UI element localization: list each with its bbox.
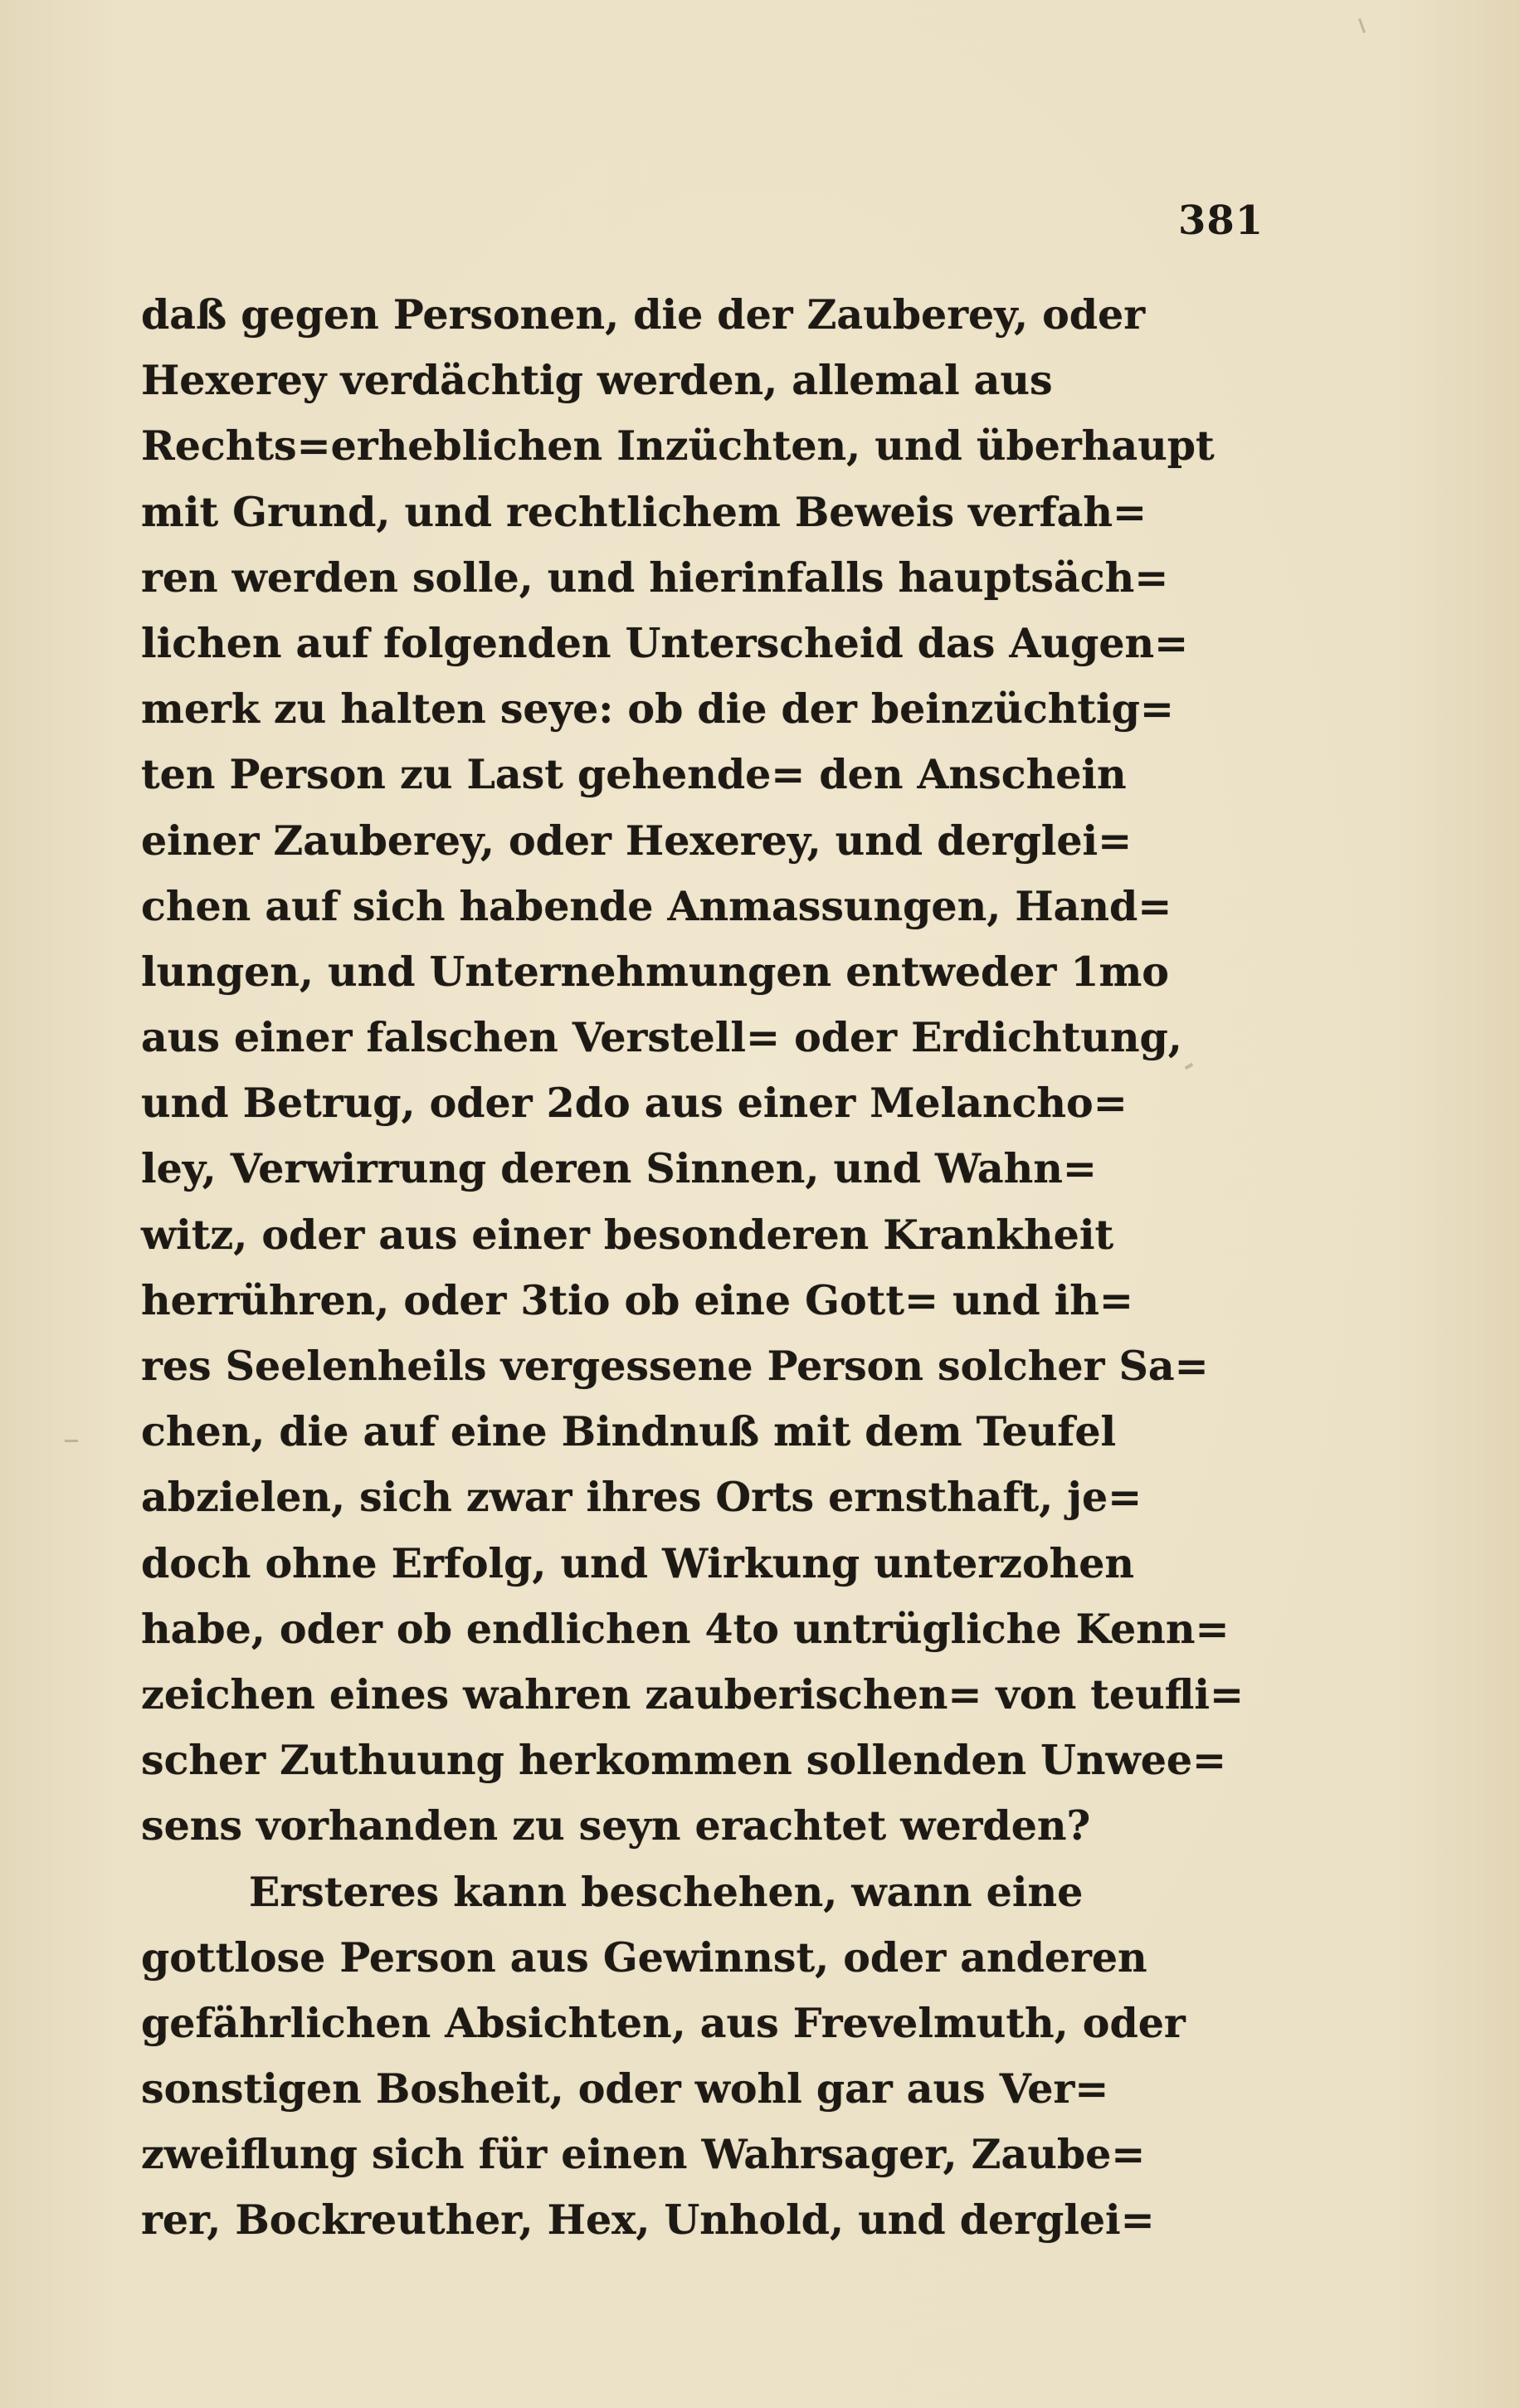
text-line: chen auf sich habende Anmassungen, Hand= — [141, 881, 1172, 930]
text-line: witz, oder aus einer besonderen Krankheit — [141, 1210, 1114, 1259]
text-line: sonstigen Bosheit, oder wohl gar aus Ver= — [141, 2064, 1109, 2113]
text-line: herrühren, oder 3tio ob eine Gott= und ih= — [141, 1275, 1133, 1324]
text-line: aus einer falschen Verstell= oder Erdichtung, — [141, 1013, 1182, 1062]
body-text — [141, 282, 1245, 2254]
text-line: Rechts=erheblichen Inzüchten, und überhaupt — [141, 422, 1215, 470]
paper-speck — [1185, 1063, 1194, 1070]
text-line: ten Person zu Last gehende= den Anschein — [141, 750, 1127, 799]
text-line: abzielen, sich zwar ihres Orts ernsthaft, je= — [141, 1473, 1142, 1522]
text-line: gefährlichen Absichten, aus Frevelmuth, oder — [141, 1998, 1186, 2047]
text-line: merk zu halten seye: ob die der beinzüchtig= — [141, 685, 1174, 734]
text-line: doch ohne Erfolg, und Wirkung unterzohen — [141, 1538, 1135, 1587]
text-line: ren werden solle, und hierinfalls hauptsäch= — [141, 553, 1169, 602]
text-line: res Seelenheils vergessene Person solcher Sa= — [141, 1342, 1209, 1390]
paper-speck — [65, 1440, 78, 1442]
text-line: Hexerey verdächtig werden, allemal aus — [141, 356, 1053, 405]
page-number: 381 — [1178, 197, 1264, 244]
text-line: scher Zuthuung herkommen sollenden Unwee= — [141, 1736, 1227, 1785]
text-line: rer, Bockreuther, Hex, Unhold, und derglei= — [141, 2196, 1155, 2245]
text-line: zweiflung sich für einen Wahrsager, Zaube= — [141, 2130, 1146, 2179]
text-line: mit Grund, und rechtlichem Beweis verfah= — [141, 487, 1147, 536]
text-line: gottlose Person aus Gewinnst, oder anderen — [141, 1933, 1147, 1981]
text-line: lungen, und Unternehmungen entweder 1mo — [141, 947, 1169, 996]
text-line: und Betrug, oder 2do aus einer Melancho= — [141, 1079, 1128, 1128]
text-line: chen, die auf eine Bindnuß mit dem Teufel — [141, 1407, 1117, 1456]
text-line: habe, oder ob endlichen 4to untrügliche Kenn= — [141, 1604, 1230, 1653]
text-line: einer Zauberey, oder Hexerey, und derglei= — [141, 816, 1133, 865]
text-line: zeichen eines wahren zauberischen= von teufli= — [141, 1670, 1245, 1718]
text-line: ley, Verwirrung deren Sinnen, und Wahn= — [141, 1144, 1097, 1193]
text-line: daß gegen Personen, die der Zauberey, oder — [141, 290, 1146, 339]
paper-speck — [1358, 18, 1366, 33]
paragraph-first-line: Ersteres kann beschehen, wann eine — [249, 1867, 1084, 1916]
text-line: lichen auf folgenden Unterscheid das Augen= — [141, 618, 1189, 667]
paragraph-last-line: sens vorhanden zu seyn erachtet werden? — [141, 1801, 1091, 1850]
